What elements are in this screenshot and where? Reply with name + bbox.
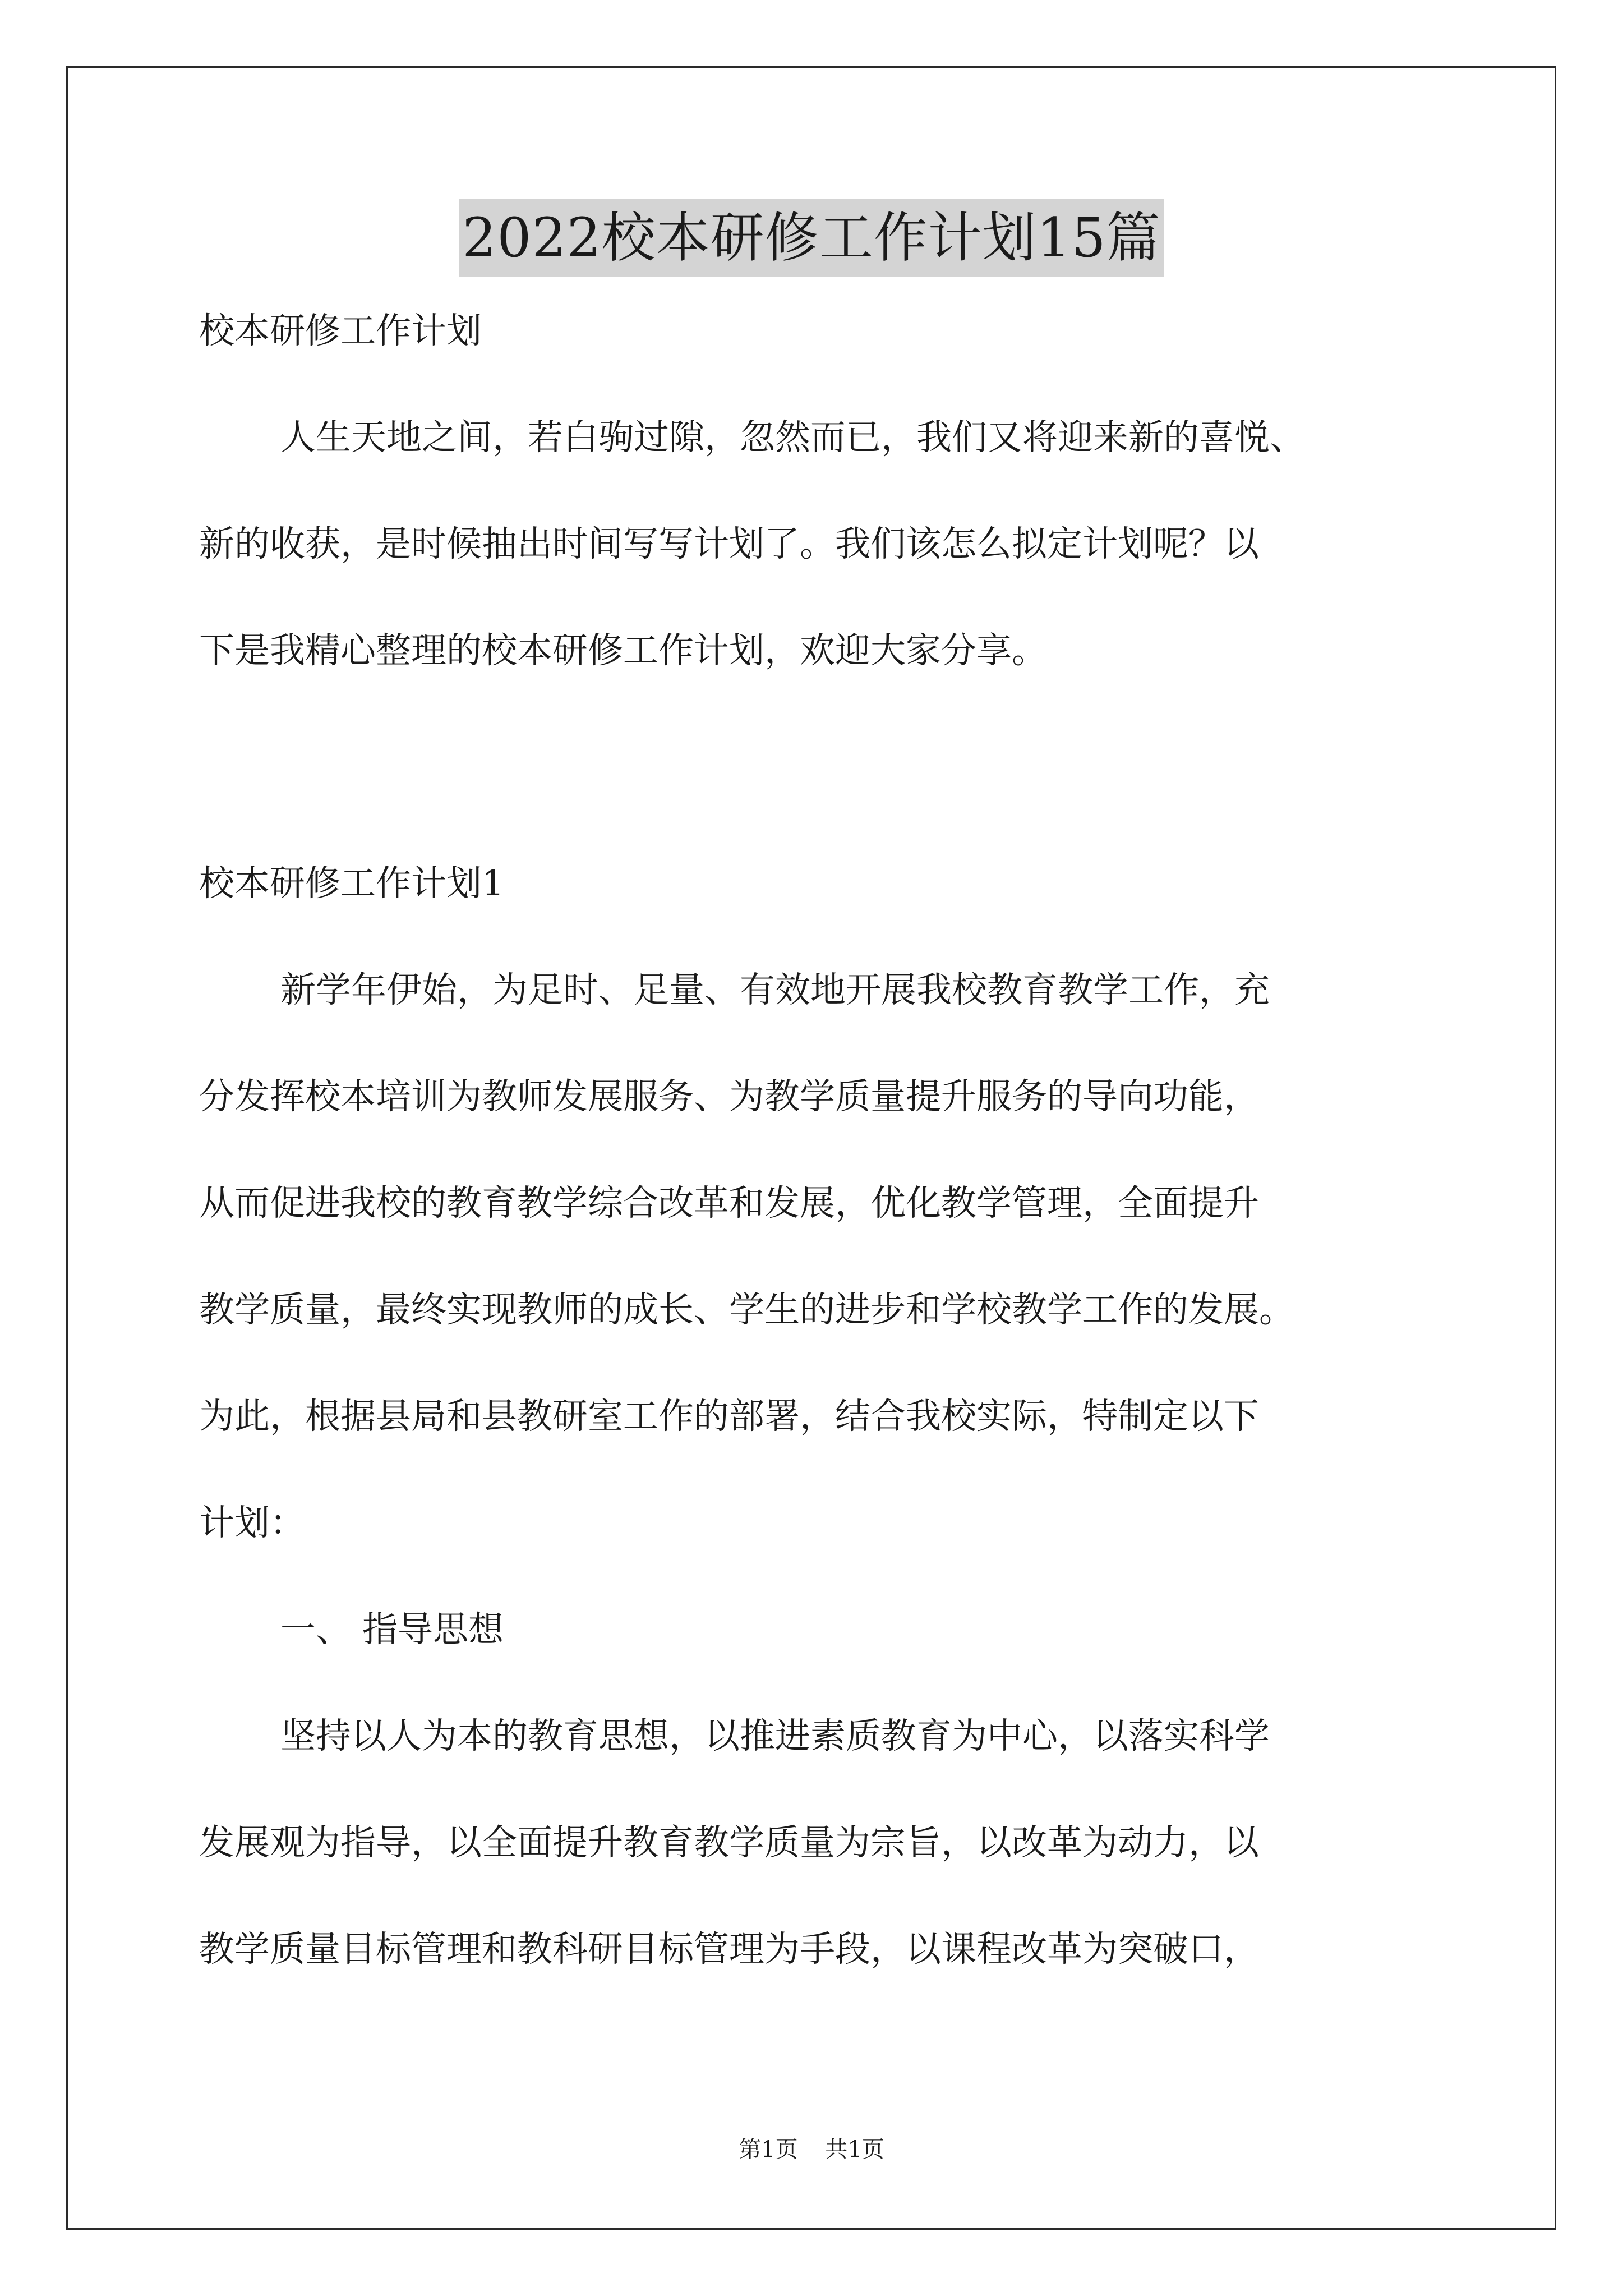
subheading: 一、 指导思想 bbox=[280, 1609, 504, 1650]
paragraph-line: 从而促进我校的教育教学综合改革和发展，优化教学管理，全面提升 bbox=[199, 1182, 1259, 1223]
paragraph-line: 教学质量目标管理和教科研目标管理为手段，以课程改革为突破口， bbox=[199, 1929, 1259, 1970]
section-heading: 校本研修工作计划 bbox=[199, 310, 482, 351]
section-heading: 校本研修工作计划1 bbox=[199, 863, 505, 904]
paragraph-line: 新的收获，是时候抽出时间写写计划了。我们该怎么拟定计划呢？以 bbox=[199, 523, 1259, 564]
document-title: 2022校本研修工作计划15篇 bbox=[459, 199, 1164, 277]
paragraph-line: 教学质量，最终实现教师的成长、学生的进步和学校教学工作的发展。 bbox=[199, 1289, 1294, 1330]
page-footer bbox=[0, 2132, 1623, 2164]
page-number: 第1页 bbox=[739, 2137, 798, 2162]
paragraph-line: 分发挥校本培训为教师发展服务、为教学质量提升服务的导向功能， bbox=[199, 1076, 1259, 1117]
paragraph-line: 人生天地之间，若白驹过隙，忽然而已，我们又将迎来新的喜悦、 bbox=[280, 417, 1305, 458]
paragraph-line: 坚持以人为本的教育思想，以推进素质教育为中心，以落实科学 bbox=[280, 1715, 1270, 1756]
paragraph-line: 计划： bbox=[199, 1502, 305, 1543]
paragraph-line: 发展观为指导，以全面提升教育教学质量为宗旨，以改革为动力，以 bbox=[199, 1822, 1259, 1863]
page-border bbox=[66, 66, 1556, 2230]
paragraph-line: 下是我精心整理的校本研修工作计划，欢迎大家分享。 bbox=[199, 630, 1047, 671]
page-total: 共1页 bbox=[825, 2137, 884, 2162]
title-container bbox=[0, 199, 1623, 277]
paragraph-line: 为此，根据县局和县教研室工作的部署，结合我校实际，特制定以下 bbox=[199, 1396, 1259, 1437]
paragraph-line: 新学年伊始，为足时、足量、有效地开展我校教育教学工作，充 bbox=[280, 969, 1270, 1010]
